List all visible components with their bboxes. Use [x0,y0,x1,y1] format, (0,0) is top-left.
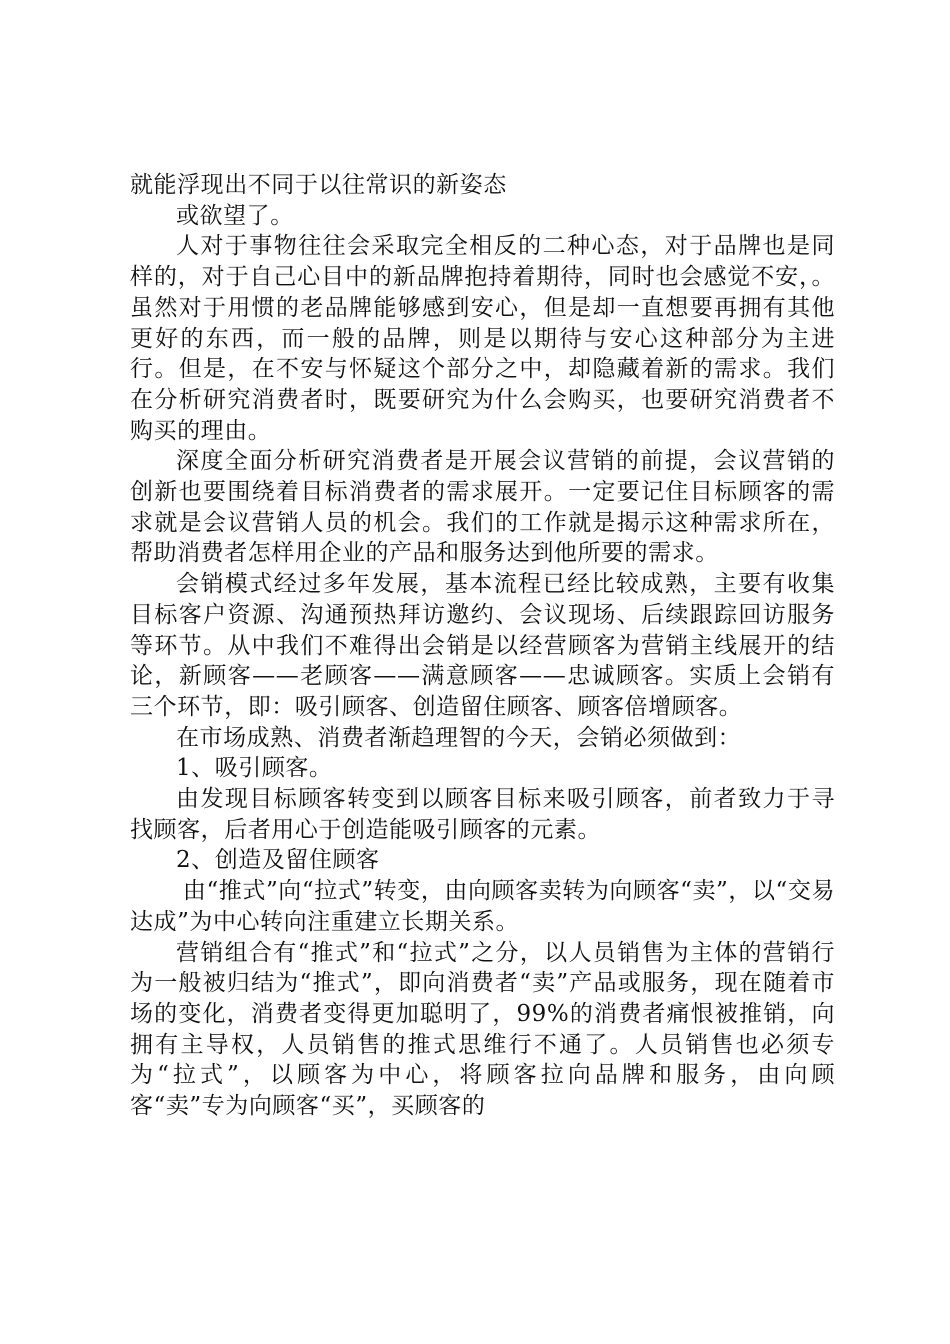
paragraph-marketing-mix: 营销组合有“推式”和“拉式”之分，以人员销售为主体的营销行为一般被归结为“推式”，即向消费者“卖”产品或服务，现在随着市场的变化，消费者变得更加聪明了，99%的消费者痛恨被推销，向拥有主导权，人员销售的推式思维行不通了。人员销售也必须专为“拉式”，以顾客为中心，将顾客拉向品牌和服务，由向顾客“卖”专为向顾客“买”，买顾客的 [130,939,835,1120]
paragraph-push-to-pull: 由“推式”向“拉式”转变，由向顾客卖转为向顾客“卖”，以“交易达成”为中心转向注重建立长期关系。 [130,878,835,935]
document-body [130,170,835,1122]
paragraph-consumer-analysis: 深度全面分析研究消费者是开展会议营销的前提，会议营销的创新也要围绕着目标消费者的需求展开。一定要记住目标顾客的需求就是会议营销人员的机会。我们的工作就是揭示这种需求所在，帮助消费者怎样用企业的产品和服务达到他所要的需求。 [130,448,835,567]
paragraph-brand-attitude: 人对于事物往往会采取完全相反的二种心态，对于品牌也是同样的，对于自己心目中的新品牌抱持着期待，同时也会感觉不安，。虽然对于用惯的老品牌能够感到安心，但是却一直想要再拥有其他更好的东西，而一般的品牌，则是以期待与安心这种部分为主进行。但是，在不安与怀疑这个部分之中，却隐藏着新的需求。我们在分析研究消费者时，既要研究为什么会购买，也要研究消费者不购买的理由。 [130,233,835,444]
paragraph-market-requirements: 在市场成熟、消费者渐趋理智的今天，会销必须做到： [176,724,742,751]
list-heading-retain-customers: 2、创造及留住顾客 [176,847,380,874]
list-heading-attract-customers: 1、吸引顾客。 [176,755,333,782]
paragraph-meeting-sales-model: 会销模式经过多年发展，基本流程已经比较成熟，主要有收集目标客户资源、沟通预热拜访邀约、会议现场、后续跟踪回访服务等环节。从中我们不难得出会销是以经营顾客为营销主线展开的结论，新顾客——老顾客——满意顾客——忠诚顾客。实质上会销有三个环节，即：吸引顾客、创造留住顾客、顾客倍增顾客。 [130,571,835,720]
paragraph-continuation-end: 或欲望了。 [176,202,294,229]
paragraph-continuation: 就能浮现出不同于以往常识的新姿态 [130,172,507,198]
paragraph-attract-customers: 由发现目标顾客转变到以顾客目标来吸引顾客，前者致力于寻找顾客，后者用心于创造能吸引顾客的元素。 [130,786,835,843]
